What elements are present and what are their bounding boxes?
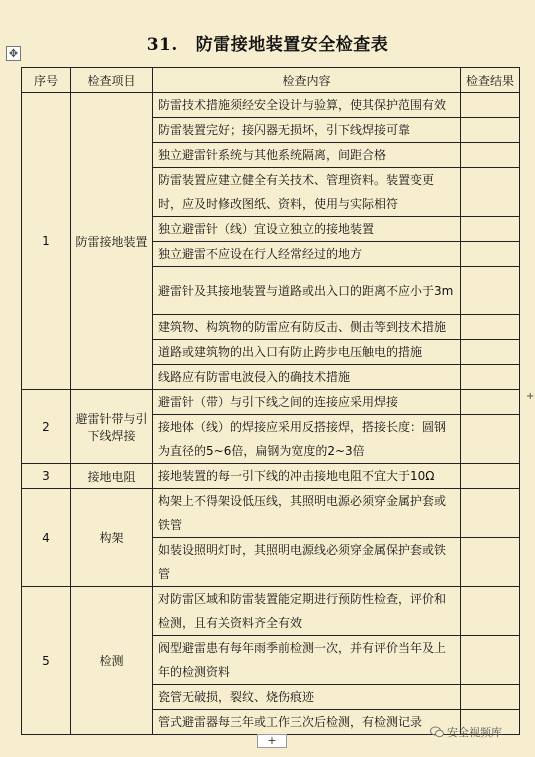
result-cell[interactable] xyxy=(461,315,520,340)
content-cell[interactable]: 构架上不得架设低压线，其照明电源必须穿金属护套或铁管 xyxy=(153,489,461,538)
table-row xyxy=(22,464,520,489)
result-cell[interactable] xyxy=(461,587,520,636)
item-cell: 接地电阻 xyxy=(71,464,153,489)
seq-cell: 4 xyxy=(22,489,71,587)
header-item: 检查项目 xyxy=(71,68,153,93)
content-cell[interactable]: 避雷针及其接地装置与道路或出入口的距离不应小于3m xyxy=(153,267,461,315)
item-cell: 防雷接地装置 xyxy=(71,93,153,390)
content-cell[interactable]: 独立避雷不应设在行人经常经过的地方 xyxy=(153,242,461,267)
row-handle-icon[interactable]: + xyxy=(526,391,535,402)
table-move-handle-icon[interactable]: ✥ xyxy=(6,46,21,61)
document-title xyxy=(0,30,535,55)
result-cell[interactable] xyxy=(461,538,520,587)
table-row xyxy=(22,390,520,415)
content-cell[interactable]: 独立避雷针系统与其他系统隔离，间距合格 xyxy=(153,143,461,168)
content-cell[interactable]: 阀型避雷患有每年雨季前检测一次，并有评价当年及上年的检测资料 xyxy=(153,636,461,685)
result-cell[interactable] xyxy=(461,168,520,217)
watermark xyxy=(430,724,502,740)
title-text: 防雷接地装置安全检查表 xyxy=(195,35,389,55)
content-cell[interactable]: 防雷装置完好；接闪器无损坏，引下线焊接可靠 xyxy=(153,118,461,143)
header-content: 检查内容 xyxy=(153,68,461,93)
content-cell[interactable]: 对防雷区域和防雷装置能定期进行预防性检查，评价和检测，且有关资料齐全有效 xyxy=(153,587,461,636)
seq-cell: 5 xyxy=(22,587,71,735)
result-cell[interactable] xyxy=(461,267,520,315)
content-cell[interactable]: 接地装置的每一引下线的冲击接地电阻不宜大于10Ω xyxy=(153,464,461,489)
content-cell[interactable]: 防雷装置应建立健全有关技术、管理资料。装置变更时，应及时修改图纸、资料，使用与实际相符 xyxy=(153,168,461,217)
result-cell[interactable] xyxy=(461,340,520,365)
result-cell[interactable] xyxy=(461,390,520,415)
header-row xyxy=(22,68,520,93)
result-cell[interactable] xyxy=(461,636,520,685)
result-cell[interactable] xyxy=(461,464,520,489)
title-number: 31. xyxy=(146,35,178,55)
content-cell[interactable]: 避雷针（带）与引下线之间的连接应采用焊接 xyxy=(153,390,461,415)
seq-cell: 2 xyxy=(22,390,71,464)
content-cell[interactable]: 瓷管无破损，裂纹、烧伤痕迹 xyxy=(153,685,461,710)
result-cell[interactable] xyxy=(461,685,520,710)
content-cell[interactable]: 道路或建筑物的出入口有防止跨步电压触电的措施 xyxy=(153,340,461,365)
result-cell[interactable] xyxy=(461,143,520,168)
content-cell[interactable]: 如装设照明灯时，其照明电源线必须穿金属保护套或铁管 xyxy=(153,538,461,587)
content-cell[interactable]: 独立避雷针（线）宜设立独立的接地装置 xyxy=(153,217,461,242)
result-cell[interactable] xyxy=(461,489,520,538)
add-row-button[interactable]: + xyxy=(257,734,287,748)
content-cell[interactable]: 防雷技术措施须经安全设计与验算，使其保护范围有效 xyxy=(153,93,461,118)
result-cell[interactable] xyxy=(461,217,520,242)
table-row xyxy=(22,587,520,636)
result-cell[interactable] xyxy=(461,118,520,143)
result-cell[interactable] xyxy=(461,365,520,390)
seq-cell: 1 xyxy=(22,93,71,390)
watermark-text: 安全视频库 xyxy=(447,726,502,739)
result-cell[interactable] xyxy=(461,242,520,267)
inspection-table xyxy=(21,67,520,735)
content-cell[interactable]: 管式避雷器每三年或工作三次后检测，有检测记录 xyxy=(153,710,461,735)
item-cell: 检测 xyxy=(71,587,153,735)
item-cell: 避雷针带与引下线焊接 xyxy=(71,390,153,464)
result-cell[interactable] xyxy=(461,415,520,464)
content-cell[interactable]: 线路应有防雷电波侵入的确技术措施 xyxy=(153,365,461,390)
item-cell: 构架 xyxy=(71,489,153,587)
seq-cell: 3 xyxy=(22,464,71,489)
header-result: 检查结果 xyxy=(461,68,520,93)
table-row xyxy=(22,489,520,538)
wechat-icon xyxy=(430,726,444,738)
result-cell[interactable] xyxy=(461,93,520,118)
header-seq: 序号 xyxy=(22,68,71,93)
content-cell[interactable]: 接地体（线）的焊接应采用反搭接焊，搭接长度：圆钢为直径的5~6倍，扁钢为宽度的2~3倍 xyxy=(153,415,461,464)
content-cell[interactable]: 建筑物、构筑物的防雷应有防反击、侧击等到技术措施 xyxy=(153,315,461,340)
table-row xyxy=(22,93,520,118)
